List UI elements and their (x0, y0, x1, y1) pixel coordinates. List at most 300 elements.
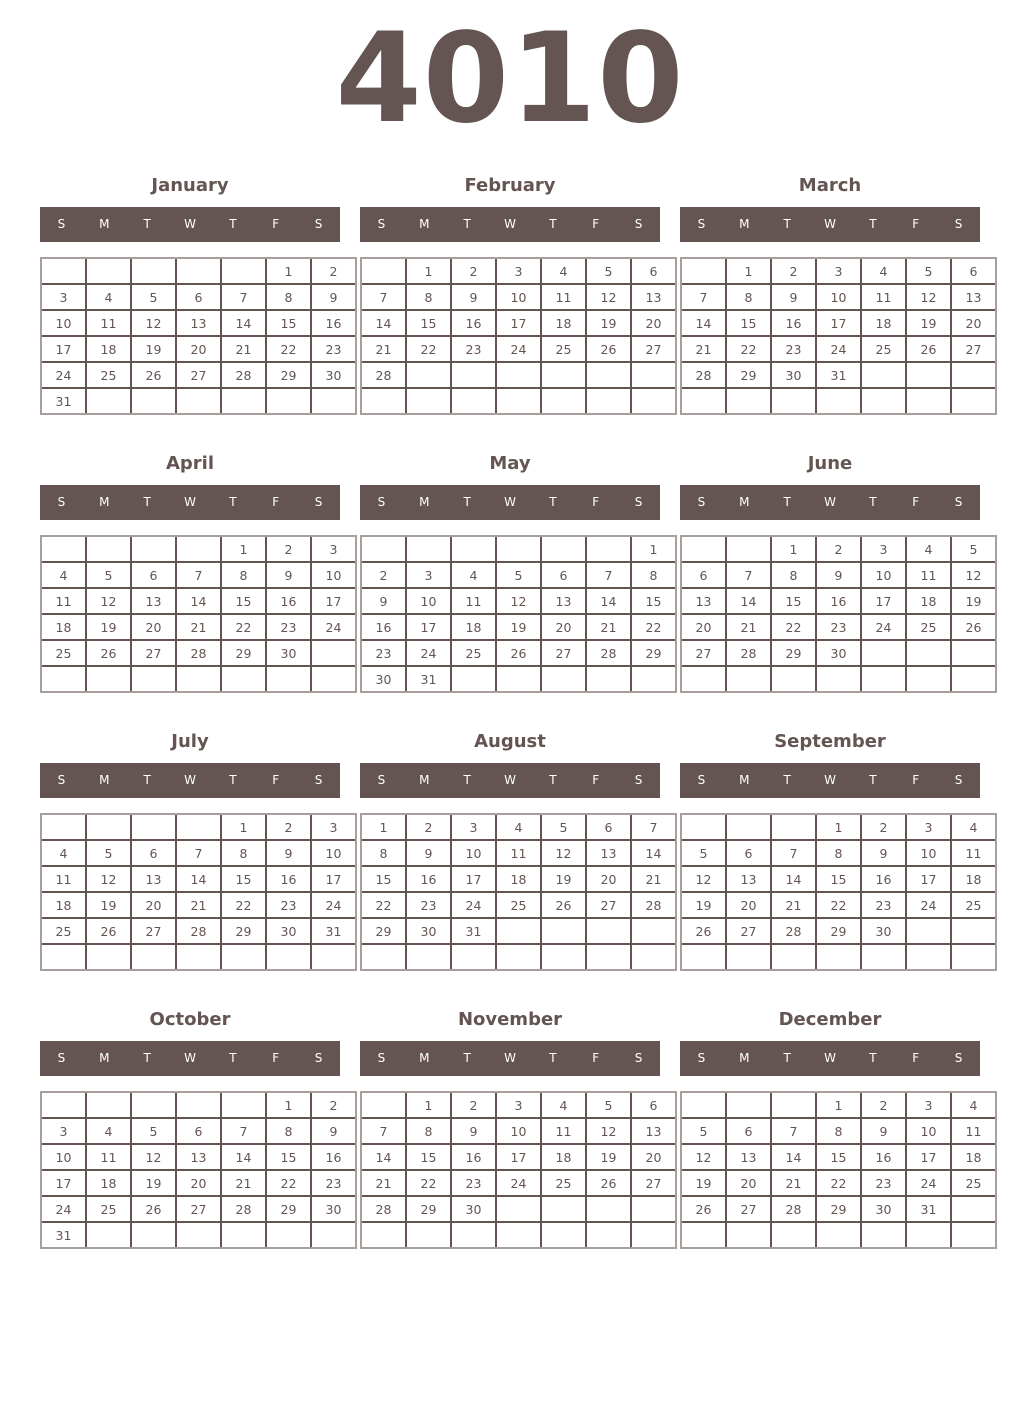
day-cell (771, 1222, 816, 1248)
day-cell: 25 (541, 336, 586, 362)
week-row (681, 536, 996, 562)
weekday-label: T (869, 1051, 877, 1065)
week-row (361, 588, 676, 614)
day-cell: 29 (816, 918, 861, 944)
day-cell (586, 918, 631, 944)
day-cell (631, 944, 676, 970)
day-cell: 11 (541, 1118, 586, 1144)
day-cell (906, 1222, 951, 1248)
day-cell (176, 388, 221, 414)
weekday-label: W (504, 1051, 516, 1065)
day-cell (951, 944, 996, 970)
day-cell: 2 (451, 258, 496, 284)
day-cell (86, 814, 131, 840)
week-row (41, 1092, 356, 1118)
weekday-header-bar (40, 485, 340, 520)
weekday-label: F (592, 1051, 600, 1065)
day-cell: 19 (496, 614, 541, 640)
day-cell (726, 1222, 771, 1248)
weekday-label: S (57, 773, 66, 787)
day-cell: 24 (496, 1170, 541, 1196)
day-cell (586, 666, 631, 692)
day-cell (496, 362, 541, 388)
day-cell (41, 536, 86, 562)
weekday-label: S (377, 1051, 386, 1065)
day-cell: 7 (361, 284, 406, 310)
weekday-label: T (549, 217, 557, 231)
day-cell: 17 (41, 336, 86, 362)
day-cell: 28 (631, 892, 676, 918)
day-cell (726, 388, 771, 414)
day-cell (861, 362, 906, 388)
week-row (41, 944, 356, 970)
day-cell: 16 (311, 310, 356, 336)
day-cell: 23 (406, 892, 451, 918)
day-cell (496, 666, 541, 692)
day-cell: 26 (86, 918, 131, 944)
day-cell: 29 (406, 1196, 451, 1222)
day-cell: 7 (221, 284, 266, 310)
day-cell: 9 (861, 1118, 906, 1144)
day-cell: 18 (496, 866, 541, 892)
day-cell: 20 (176, 1170, 221, 1196)
day-cell: 2 (406, 814, 451, 840)
day-cell: 10 (816, 284, 861, 310)
day-cell (361, 1092, 406, 1118)
week-row (361, 814, 676, 840)
day-cell: 13 (681, 588, 726, 614)
day-cell: 2 (771, 258, 816, 284)
day-cell: 16 (311, 1144, 356, 1170)
day-cell: 25 (41, 640, 86, 666)
day-cell: 5 (131, 1118, 176, 1144)
day-cell: 30 (861, 918, 906, 944)
day-grid (680, 535, 997, 693)
day-cell: 14 (586, 588, 631, 614)
month-title: November (457, 1009, 563, 1030)
day-cell: 20 (951, 310, 996, 336)
day-cell (681, 814, 726, 840)
day-cell: 22 (771, 614, 816, 640)
day-cell (406, 362, 451, 388)
day-cell: 14 (176, 866, 221, 892)
day-cell: 21 (631, 866, 676, 892)
day-cell (906, 640, 951, 666)
day-cell (131, 666, 176, 692)
day-cell: 28 (221, 1196, 266, 1222)
day-cell: 5 (541, 814, 586, 840)
day-cell: 19 (681, 892, 726, 918)
day-cell: 15 (266, 1144, 311, 1170)
day-cell (631, 666, 676, 692)
day-cell (586, 1196, 631, 1222)
day-cell: 24 (496, 336, 541, 362)
day-cell (951, 1222, 996, 1248)
day-cell: 4 (41, 562, 86, 588)
day-cell: 20 (176, 336, 221, 362)
day-cell: 30 (266, 640, 311, 666)
day-cell: 1 (406, 1092, 451, 1118)
weekday-label: F (912, 1051, 920, 1065)
day-grid (360, 1091, 677, 1249)
day-cell (631, 1196, 676, 1222)
day-cell (906, 388, 951, 414)
day-cell: 3 (906, 814, 951, 840)
day-cell (681, 1222, 726, 1248)
day-cell: 2 (311, 258, 356, 284)
day-cell: 6 (681, 562, 726, 588)
day-cell: 7 (176, 562, 221, 588)
day-cell: 25 (541, 1170, 586, 1196)
day-cell: 21 (771, 1170, 816, 1196)
day-cell: 21 (681, 336, 726, 362)
day-cell: 31 (41, 388, 86, 414)
weekday-label: T (869, 217, 877, 231)
day-cell: 11 (41, 866, 86, 892)
day-cell: 12 (681, 1144, 726, 1170)
day-cell: 22 (406, 336, 451, 362)
day-cell: 8 (221, 840, 266, 866)
weekday-label: M (739, 773, 750, 787)
day-cell: 3 (406, 562, 451, 588)
week-row (41, 258, 356, 284)
day-cell (451, 536, 496, 562)
day-cell (631, 388, 676, 414)
day-cell (86, 944, 131, 970)
day-cell: 20 (726, 1170, 771, 1196)
day-cell (496, 1196, 541, 1222)
day-cell: 3 (861, 536, 906, 562)
day-cell: 8 (631, 562, 676, 588)
day-cell: 6 (176, 284, 221, 310)
day-cell: 15 (221, 588, 266, 614)
day-cell: 5 (131, 284, 176, 310)
day-cell: 25 (86, 362, 131, 388)
day-cell: 4 (906, 536, 951, 562)
day-cell: 12 (496, 588, 541, 614)
weekday-label: S (57, 217, 66, 231)
day-cell: 8 (406, 1118, 451, 1144)
week-row (681, 892, 996, 918)
week-row (41, 336, 356, 362)
day-cell: 26 (496, 640, 541, 666)
month-title: March (798, 175, 862, 196)
day-cell: 30 (861, 1196, 906, 1222)
week-row (681, 562, 996, 588)
weekday-label: T (143, 773, 151, 787)
weekday-label: F (272, 495, 280, 509)
day-cell (906, 944, 951, 970)
day-cell: 13 (631, 284, 676, 310)
day-cell: 26 (586, 336, 631, 362)
day-cell: 19 (541, 866, 586, 892)
day-cell: 17 (496, 1144, 541, 1170)
day-cell (586, 362, 631, 388)
day-cell: 17 (906, 1144, 951, 1170)
weekday-label: F (592, 773, 600, 787)
day-cell: 20 (631, 1144, 676, 1170)
day-cell: 30 (311, 1196, 356, 1222)
week-row (361, 944, 676, 970)
day-cell: 4 (951, 1092, 996, 1118)
day-cell: 17 (311, 588, 356, 614)
day-cell: 2 (861, 1092, 906, 1118)
day-cell: 22 (221, 892, 266, 918)
week-row (681, 258, 996, 284)
day-cell: 5 (86, 562, 131, 588)
week-row (361, 614, 676, 640)
day-cell: 7 (631, 814, 676, 840)
day-cell (41, 666, 86, 692)
day-cell: 9 (451, 1118, 496, 1144)
day-cell: 21 (361, 1170, 406, 1196)
day-cell: 13 (726, 866, 771, 892)
day-cell: 27 (631, 1170, 676, 1196)
day-cell: 16 (361, 614, 406, 640)
day-cell (266, 388, 311, 414)
day-cell: 30 (451, 1196, 496, 1222)
day-cell: 6 (726, 840, 771, 866)
day-cell (451, 666, 496, 692)
day-cell: 15 (406, 310, 451, 336)
day-cell: 4 (541, 1092, 586, 1118)
weekday-label: M (419, 773, 430, 787)
day-cell (496, 944, 541, 970)
day-cell (176, 814, 221, 840)
day-cell: 3 (496, 1092, 541, 1118)
day-cell (726, 536, 771, 562)
week-row (361, 640, 676, 666)
week-row (681, 310, 996, 336)
weekday-label: T (463, 217, 471, 231)
day-cell: 1 (406, 258, 451, 284)
day-cell: 14 (221, 310, 266, 336)
day-cell: 23 (266, 614, 311, 640)
day-cell (861, 640, 906, 666)
day-cell: 10 (41, 310, 86, 336)
day-cell: 13 (726, 1144, 771, 1170)
day-cell: 12 (131, 310, 176, 336)
day-cell: 7 (771, 1118, 816, 1144)
weekday-label: T (229, 217, 237, 231)
day-cell: 5 (496, 562, 541, 588)
day-cell: 12 (86, 588, 131, 614)
week-row (361, 1144, 676, 1170)
weekday-label: S (57, 1051, 66, 1065)
day-cell (361, 388, 406, 414)
day-cell (131, 388, 176, 414)
day-cell (131, 1222, 176, 1248)
day-cell: 26 (681, 918, 726, 944)
day-cell: 7 (361, 1118, 406, 1144)
weekday-label: S (377, 773, 386, 787)
week-row (41, 562, 356, 588)
day-cell: 14 (681, 310, 726, 336)
week-row (681, 362, 996, 388)
day-cell: 17 (451, 866, 496, 892)
day-cell: 15 (266, 310, 311, 336)
week-row (41, 892, 356, 918)
day-cell: 19 (586, 310, 631, 336)
day-cell: 5 (86, 840, 131, 866)
weekday-label: S (697, 217, 706, 231)
weekday-label: W (184, 217, 196, 231)
day-cell: 29 (221, 640, 266, 666)
week-row (41, 1196, 356, 1222)
day-cell: 4 (451, 562, 496, 588)
day-cell: 21 (176, 614, 221, 640)
day-cell: 21 (361, 336, 406, 362)
week-row (681, 1196, 996, 1222)
day-cell: 16 (861, 866, 906, 892)
week-row (361, 840, 676, 866)
weekday-label: S (314, 495, 323, 509)
day-cell: 13 (131, 588, 176, 614)
day-cell: 29 (771, 640, 816, 666)
day-cell (176, 1222, 221, 1248)
day-cell: 18 (86, 1170, 131, 1196)
day-cell (681, 1092, 726, 1118)
weekday-label: M (419, 1051, 430, 1065)
day-cell: 4 (496, 814, 541, 840)
day-cell: 24 (311, 892, 356, 918)
day-cell: 2 (311, 1092, 356, 1118)
day-grid (680, 257, 997, 415)
day-cell: 16 (771, 310, 816, 336)
day-cell: 26 (586, 1170, 631, 1196)
weekday-label: T (143, 217, 151, 231)
day-cell: 3 (816, 258, 861, 284)
day-cell: 18 (541, 1144, 586, 1170)
day-cell: 11 (496, 840, 541, 866)
day-cell: 26 (541, 892, 586, 918)
weekday-label: T (463, 773, 471, 787)
day-cell: 8 (221, 562, 266, 588)
day-cell (951, 362, 996, 388)
day-cell: 15 (726, 310, 771, 336)
day-cell: 12 (681, 866, 726, 892)
day-cell: 29 (221, 918, 266, 944)
day-cell (726, 814, 771, 840)
day-grid (680, 813, 997, 971)
day-cell: 14 (771, 866, 816, 892)
weekday-label: S (954, 773, 963, 787)
week-row (361, 666, 676, 692)
day-cell: 14 (176, 588, 221, 614)
weekday-label: F (912, 217, 920, 231)
weekday-label: W (184, 1051, 196, 1065)
week-row (361, 310, 676, 336)
week-row (41, 310, 356, 336)
day-cell (771, 388, 816, 414)
month-title: December (778, 1009, 882, 1030)
day-cell: 9 (266, 562, 311, 588)
day-cell: 23 (451, 336, 496, 362)
day-cell: 18 (951, 866, 996, 892)
day-cell: 31 (406, 666, 451, 692)
day-cell (86, 1222, 131, 1248)
week-row (41, 840, 356, 866)
day-cell: 5 (681, 840, 726, 866)
day-cell: 12 (541, 840, 586, 866)
weekday-label: F (272, 773, 280, 787)
day-cell: 14 (631, 840, 676, 866)
day-cell: 6 (541, 562, 586, 588)
day-cell: 28 (771, 918, 816, 944)
day-cell: 26 (131, 362, 176, 388)
day-cell: 19 (951, 588, 996, 614)
day-cell (681, 666, 726, 692)
month-title: May (489, 453, 531, 474)
day-cell: 20 (726, 892, 771, 918)
week-row (681, 814, 996, 840)
day-cell: 30 (816, 640, 861, 666)
day-cell: 1 (771, 536, 816, 562)
month-title: January (151, 175, 229, 196)
weekday-label: S (954, 495, 963, 509)
week-row (41, 1170, 356, 1196)
week-row (681, 1170, 996, 1196)
weekday-label: M (419, 217, 430, 231)
day-cell: 1 (631, 536, 676, 562)
day-cell: 24 (906, 1170, 951, 1196)
week-row (681, 614, 996, 640)
week-row (361, 892, 676, 918)
day-cell: 29 (726, 362, 771, 388)
day-cell: 3 (906, 1092, 951, 1118)
day-cell (131, 814, 176, 840)
day-cell: 30 (266, 918, 311, 944)
weekday-header-bar (40, 1041, 340, 1076)
day-cell (726, 944, 771, 970)
week-row (681, 640, 996, 666)
day-cell: 2 (266, 536, 311, 562)
week-row (681, 1118, 996, 1144)
day-cell: 17 (816, 310, 861, 336)
weekday-header-bar (40, 207, 340, 242)
day-cell (861, 666, 906, 692)
day-cell: 16 (451, 310, 496, 336)
day-cell: 25 (951, 1170, 996, 1196)
day-cell: 19 (681, 1170, 726, 1196)
day-cell: 2 (816, 536, 861, 562)
day-cell: 27 (131, 640, 176, 666)
month-title: September (774, 731, 886, 752)
day-cell: 31 (906, 1196, 951, 1222)
day-cell: 29 (266, 1196, 311, 1222)
day-cell: 12 (906, 284, 951, 310)
week-row (41, 666, 356, 692)
day-cell: 28 (586, 640, 631, 666)
day-cell (266, 944, 311, 970)
day-cell: 13 (131, 866, 176, 892)
day-cell: 10 (311, 562, 356, 588)
day-cell: 3 (41, 284, 86, 310)
day-cell (41, 814, 86, 840)
day-cell (131, 1092, 176, 1118)
day-cell: 5 (681, 1118, 726, 1144)
day-cell: 26 (131, 1196, 176, 1222)
week-row (681, 1144, 996, 1170)
day-cell: 23 (861, 892, 906, 918)
day-cell (861, 944, 906, 970)
day-cell: 1 (816, 1092, 861, 1118)
day-cell (496, 388, 541, 414)
day-cell: 14 (361, 310, 406, 336)
year-title: 4010 (335, 7, 685, 151)
week-row (681, 336, 996, 362)
week-row (681, 918, 996, 944)
